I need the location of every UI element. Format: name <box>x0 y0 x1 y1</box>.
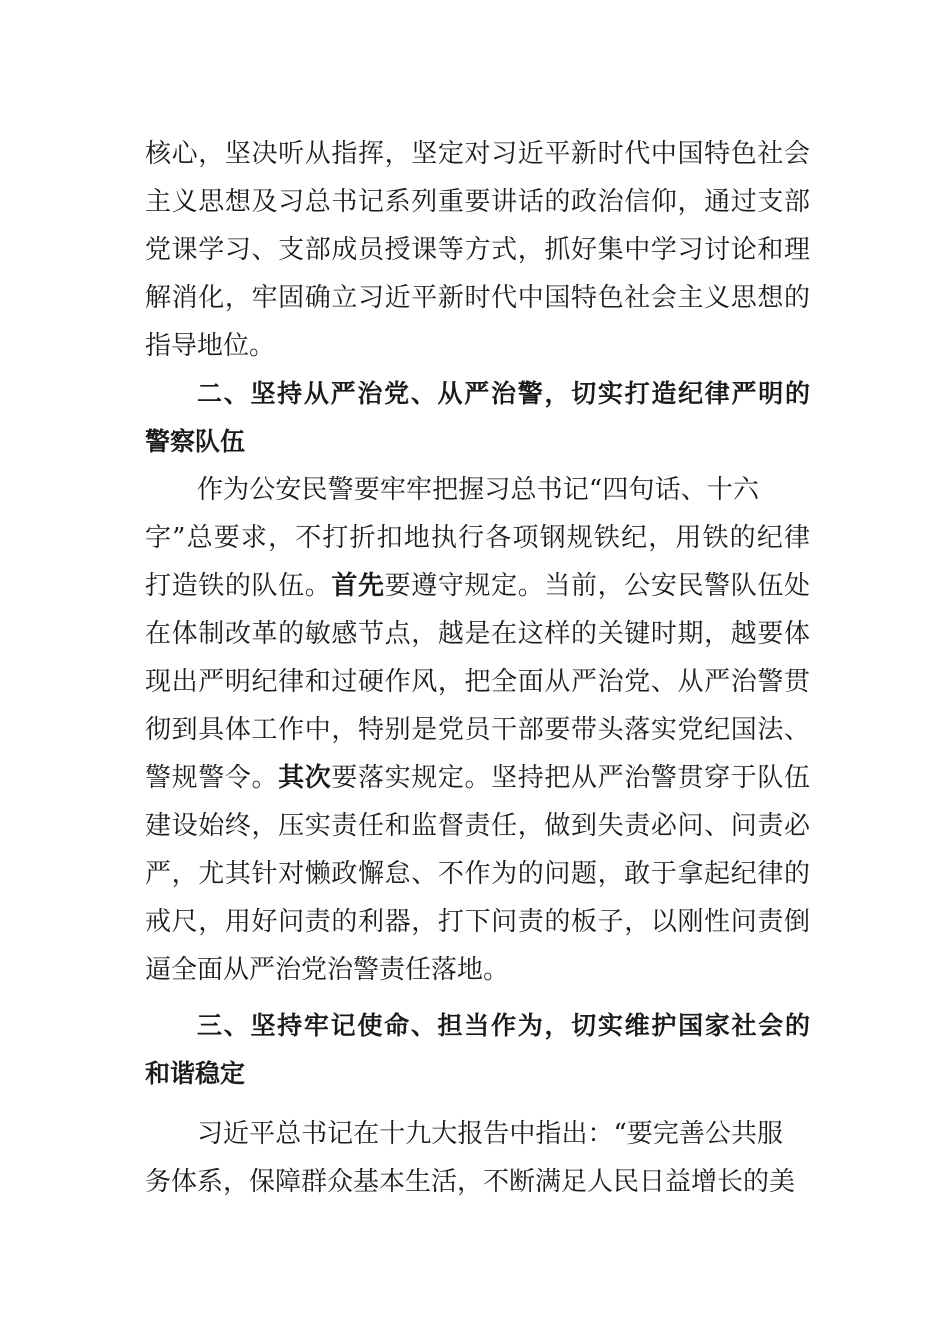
section-heading-3-cont: 和谐稳定 <box>145 1059 246 1088</box>
body-line-17: 戒尺，用好问责的利器，打下问责的板子，以刚性问责倒 <box>145 907 810 937</box>
body-line-10 <box>145 566 810 606</box>
body-line-14 <box>145 758 810 798</box>
body-line-1: 核心，坚决听从指挥，坚定对习近平新时代中国特色社会 <box>145 139 810 169</box>
body-line-2: 主义思想及习总书记系列重要讲话的政治信仰，通过支部 <box>145 187 810 217</box>
body-line-4: 解消化，牢固确立习近平新时代中国特色社会主义思想的 <box>145 283 810 313</box>
body-text: 要落实规定。坚持把从严治警贯穿于队伍 <box>331 763 810 793</box>
body-text: 要遵守规定。当前，公安民警队伍处 <box>384 571 810 601</box>
body-text: 打造铁的队伍。 <box>145 571 332 601</box>
body-line-15: 建设始终，压实责任和监督责任，做到失责必问、问责必 <box>145 811 810 841</box>
body-line-5: 指导地位。 <box>145 331 276 361</box>
body-line-21: 习近平总书记在十九大报告中指出：“要完善公共服 <box>197 1119 783 1149</box>
body-line-22: 务体系，保障群众基本生活，不断满足人民日益增长的美 <box>145 1167 796 1197</box>
emphasis-second: 其次 <box>278 763 332 793</box>
emphasis-first: 首先 <box>331 571 385 601</box>
body-line-18: 逼全面从严治党治警责任落地。 <box>145 955 510 985</box>
body-line-16: 严，尤其针对懒政懈怠、不作为的问题，敢于拿起纪律的 <box>145 859 810 889</box>
body-text: 警规警令。 <box>145 763 279 793</box>
section-heading-2: 二、坚持从严治党、从严治警，切实打造纪律严明的 <box>197 379 810 408</box>
body-line-11: 在体制改革的敏感节点，越是在这样的关键时期，越要体 <box>145 619 810 649</box>
body-line-9: 字”总要求，不打折扣地执行各项钢规铁纪，用铁的纪律 <box>145 523 810 553</box>
section-heading-3: 三、坚持牢记使命、担当作为，切实维护国家社会的 <box>197 1011 810 1040</box>
body-line-13: 彻到具体工作中，特别是党员干部要带头落实党纪国法、 <box>145 715 810 745</box>
body-line-3: 党课学习、支部成员授课等方式，抓好集中学习讨论和理 <box>145 235 810 265</box>
body-line-12: 现出严明纪律和过硬作风，把全面从严治党、从严治警贯 <box>145 667 810 697</box>
body-line-8: 作为公安民警要牢牢把握习总书记“四句话、十六 <box>197 475 759 505</box>
section-heading-2-cont: 警察队伍 <box>145 427 246 456</box>
